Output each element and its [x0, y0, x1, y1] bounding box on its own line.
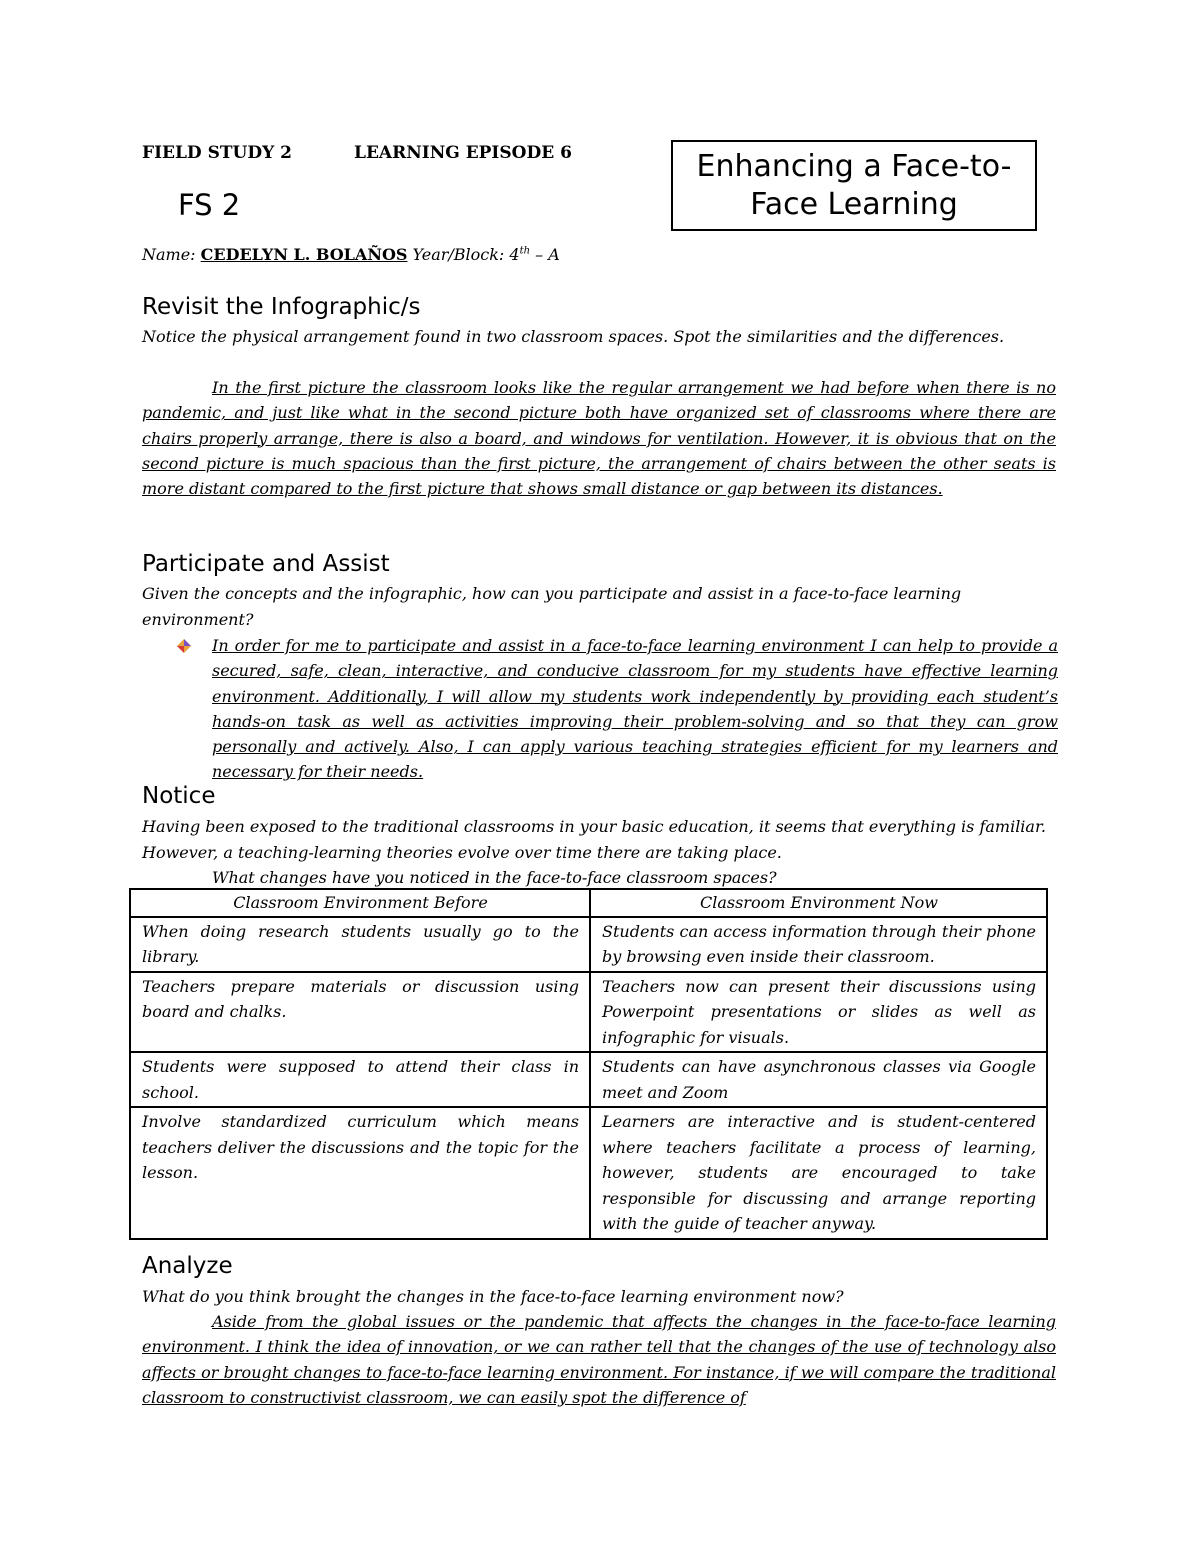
table-row: [130, 1052, 1047, 1107]
participate-answer: In order for me to participate and assist in a face-to-face learning environment I can help to provide a secured, safe, clean, interactive, and conducive classroom for my students have effective learning environment. Additionally, I will allow my students work independently by providing each student’s hands-on task as well as activities improving their problem-solving and so that they can grow personally and actively. Also, I can apply various teaching strategies efficient for my learners and necessary for their needs.: [212, 636, 1058, 782]
year-block: – A: [535, 245, 560, 264]
episode-label: LEARNING EPISODE 6: [354, 143, 572, 163]
revisit-answer: In the first picture the classroom looks like the regular arrangement we had before when there is no pandemic, and just like what in the second picture both have organized set of classrooms where there are chairs properly arrange, there is also a board, and windows for ventilation. However, it is obvious that on the second picture is much spacious than the first picture, the arrangement of chairs between the other seats is more distant compared to the first picture that shows small distance or gap between its distances.: [142, 378, 1056, 499]
participate-heading: Participate and Assist: [142, 551, 390, 577]
table-cell-now: Students can access information through their phone by browsing even inside their classroom.: [590, 917, 1047, 972]
table-cell-now: Students can have asynchronous classes via Google meet and Zoom: [590, 1052, 1047, 1107]
column-header-now: Classroom Environment Now: [590, 889, 1047, 917]
arrow-bullet-icon: [176, 638, 192, 654]
column-header-before: Classroom Environment Before: [130, 889, 590, 917]
episode-title-box: [671, 140, 1037, 231]
table-row: [130, 917, 1047, 972]
year-suffix: th: [519, 245, 531, 257]
analyze-heading: Analyze: [142, 1253, 233, 1279]
name-label: Name:: [142, 245, 196, 264]
title-line-1: Enhancing a Face-to-: [696, 148, 1012, 184]
participate-question: Given the concepts and the infographic, how can you participate and assist in a face-to-face learning environment?: [142, 584, 962, 629]
table-cell-now: Teachers now can present their discussions using Powerpoint presentations or slides as well as infographic for visuals.: [590, 972, 1047, 1053]
table-row: [130, 972, 1047, 1053]
table-cell-now: Learners are interactive and is student-centered where teachers facilitate a process of learning, however, students are encouraged to take responsible for discussing and arrange reporting with the guide of teacher anyway.: [590, 1107, 1047, 1239]
notice-intro: Having been exposed to the traditional classrooms in your basic education, it seems that everything is familiar. However, a teaching-learning theories evolve over time there are taking place.: [142, 817, 1046, 862]
table-cell-before: Teachers prepare materials or discussion using board and chalks.: [130, 972, 590, 1053]
analyze-question: What do you think brought the changes in the face-to-face learning environment now?: [142, 1287, 844, 1306]
revisit-question: Notice the physical arrangement found in two classroom spaces. Spot the similarities and the differences.: [142, 327, 1005, 346]
year-label: Year/Block:: [412, 245, 505, 264]
table-header-row: [130, 889, 1047, 917]
field-study-label: FIELD STUDY 2: [142, 143, 292, 163]
table-row: [130, 1107, 1047, 1239]
notice-question: What changes have you noticed in the face-to-face classroom spaces?: [212, 868, 777, 887]
title-line-2: Face Learning: [750, 186, 958, 222]
classroom-comparison-table: [129, 888, 1048, 1240]
revisit-heading: Revisit the Infographic/s: [142, 294, 421, 320]
table-cell-before: Students were supposed to attend their class in school.: [130, 1052, 590, 1107]
table-cell-before: When doing research students usually go to the library.: [130, 917, 590, 972]
fs-label: FS 2: [178, 188, 241, 222]
analyze-answer: Aside from the global issues or the pandemic that affects the changes in the face-to-face learning environment. I think the idea of innovation, or we can rather tell that the changes of the use of technology also affects or brought changes to face-to-face learning environment. For instance, if we will compare the traditional classroom to constructivist classroom, we can easily spot the difference of: [142, 1312, 1056, 1407]
table-cell-before: Involve standardized curriculum which means teachers deliver the discussions and the topic for the lesson.: [130, 1107, 590, 1239]
student-name: CEDELYN L. BOLAÑOS: [200, 245, 408, 264]
student-info: [142, 245, 560, 264]
year-number: 4: [509, 245, 520, 264]
notice-heading: Notice: [142, 783, 216, 809]
